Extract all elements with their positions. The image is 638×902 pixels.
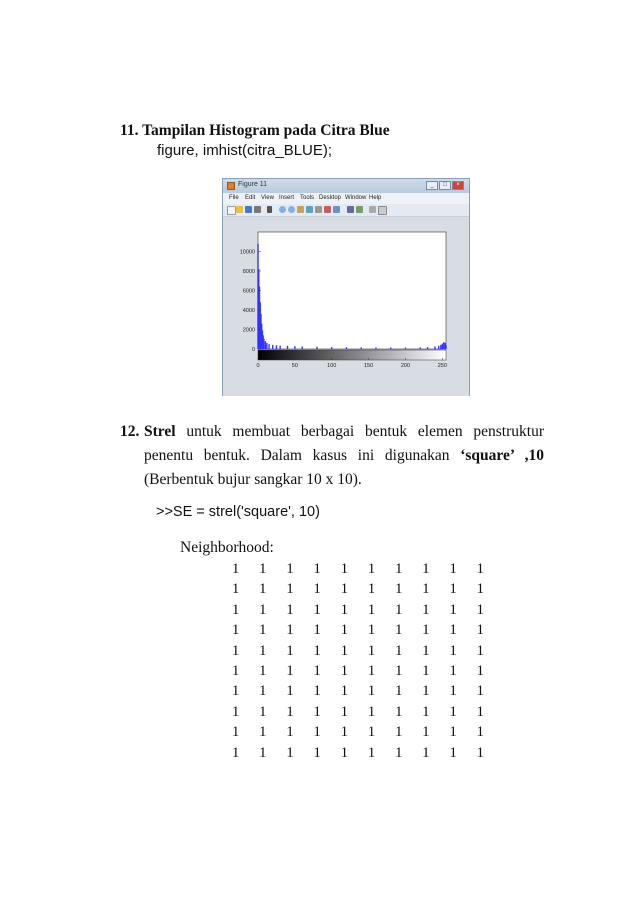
save-icon[interactable] (245, 206, 252, 213)
matrix-row (222, 602, 494, 622)
colorbar-icon[interactable] (347, 206, 354, 213)
histogram-bar (266, 343, 267, 349)
histogram-bar (443, 342, 444, 349)
matrix-cell: 1 (313, 662, 321, 679)
matrix-row (222, 663, 494, 683)
matrix-cell: 1 (449, 703, 457, 720)
histogram-bar (268, 344, 269, 349)
matrix-cell: 1 (367, 703, 376, 720)
matrix-cell: 1 (476, 683, 485, 700)
matrix-cell: 1 (476, 581, 485, 598)
histogram-bar (442, 344, 443, 349)
histogram-bar (331, 347, 332, 349)
hide-plot-tools-icon[interactable] (369, 206, 376, 213)
histogram-bar (302, 346, 303, 349)
matrix-cell: 1 (313, 622, 321, 639)
matrix-cell: 1 (286, 622, 294, 639)
matrix-row (222, 581, 494, 601)
menu-view[interactable]: View (261, 195, 274, 201)
matrix-cell: 1 (340, 724, 349, 741)
matrix-cell: 1 (259, 683, 267, 700)
brush-icon[interactable] (324, 206, 331, 213)
matrix-cell: 1 (394, 581, 403, 598)
menu-insert[interactable]: Insert (279, 195, 295, 201)
matrix-cell: 1 (313, 642, 321, 659)
matrix-cell: 1 (476, 642, 485, 659)
matrix-cell: 1 (231, 622, 240, 639)
histogram-bar (279, 346, 280, 349)
matrix-cell: 1 (286, 561, 294, 577)
matrix-cell: 1 (231, 744, 240, 761)
matrix-cell: 1 (313, 683, 321, 700)
square-param: ‘square’ ,10 (460, 447, 544, 464)
matrix-cell: 1 (422, 561, 430, 577)
window-title: Figure 11 (238, 181, 268, 188)
matrix-cell: 1 (449, 724, 457, 741)
matrix-cell: 1 (259, 662, 267, 679)
matrix-cell: 1 (313, 601, 321, 618)
histogram-bar (438, 346, 439, 349)
minimize-icon[interactable]: _ (426, 181, 438, 190)
neighborhood-label: Neighborhood: (180, 539, 274, 556)
matrix-cell: 1 (449, 561, 457, 577)
matrix-cell: 1 (367, 683, 376, 700)
y-tick-label: 0 (251, 347, 255, 353)
matrix-cell: 1 (394, 724, 403, 741)
matrix-cell: 1 (476, 724, 485, 741)
x-tick-label: 50 (291, 363, 298, 369)
matrix-cell: 1 (286, 724, 294, 741)
figure-toolbar (223, 204, 469, 217)
matrix-cell: 1 (367, 724, 376, 741)
matrix-cell: 1 (340, 744, 349, 761)
matrix-cell: 1 (313, 581, 321, 598)
x-tick-label: 250 (437, 363, 447, 369)
matrix-cell: 1 (394, 561, 403, 577)
menu-tools[interactable]: Tools (300, 195, 315, 201)
matrix-cell: 1 (394, 662, 403, 679)
matrix-cell: 1 (259, 724, 267, 741)
histogram-bar (390, 348, 391, 349)
plot-area (258, 232, 446, 349)
matrix-cell: 1 (422, 662, 430, 679)
x-tick-label: 0 (256, 363, 260, 369)
y-tick-label: 6000 (242, 288, 255, 295)
histogram-bar (346, 347, 347, 349)
matrix-cell: 1 (313, 561, 321, 577)
matrix-cell: 1 (422, 703, 430, 720)
matrix-cell: 1 (394, 622, 403, 639)
strel-command: >>SE = strel('square', 10) (156, 504, 320, 520)
matrix-cell: 1 (286, 642, 294, 659)
neighborhood-matrix (222, 561, 494, 765)
zoom-in-icon[interactable] (279, 206, 286, 213)
matrix-cell: 1 (476, 601, 485, 618)
show-plot-tools-icon[interactable] (378, 206, 387, 215)
y-tick-label: 4000 (242, 308, 255, 314)
matrix-row (222, 724, 494, 744)
histogram-bar (316, 347, 317, 349)
matrix-cell: 1 (286, 662, 294, 679)
matrix-cell: 1 (231, 662, 240, 679)
matrix-cell: 1 (259, 642, 267, 659)
histogram-bar (440, 345, 441, 349)
section-12-number: 12. (120, 423, 140, 440)
matrix-cell: 1 (340, 581, 349, 598)
matrix-cell: 1 (422, 642, 430, 659)
pointer-icon[interactable] (267, 206, 272, 213)
x-tick-label: 100 (327, 363, 337, 369)
section-11-heading: 11. Tampilan Histogram pada Citra Blue (120, 122, 390, 139)
matrix-cell: 1 (259, 601, 267, 618)
matrix-cell: 1 (476, 744, 485, 761)
rotate-icon[interactable] (306, 206, 313, 213)
menu-desktop[interactable]: Desktop (319, 195, 342, 201)
matrix-cell: 1 (449, 581, 457, 598)
link-icon[interactable] (333, 206, 340, 213)
menu-bar (223, 193, 469, 204)
matrix-cell: 1 (367, 601, 376, 618)
section-12-text-2: (Berbentuk bujur sangkar 10 x 10). (144, 471, 362, 488)
matrix-cell: 1 (367, 561, 376, 577)
figure-canvas (223, 217, 469, 396)
maximize-icon[interactable]: □ (439, 181, 451, 190)
menu-help[interactable]: Help (369, 195, 382, 201)
section-11-code: figure, imhist(citra_BLUE); (157, 142, 333, 159)
matrix-cell: 1 (449, 683, 457, 700)
matrix-cell: 1 (422, 601, 430, 618)
histogram-bar (265, 341, 266, 349)
matlab-figure-window (222, 178, 470, 396)
matrix-cell: 1 (259, 703, 267, 720)
matrix-cell: 1 (449, 622, 457, 639)
matrix-cell: 1 (340, 622, 349, 639)
y-tick-label: 2000 (242, 327, 255, 334)
strel-term: Strel (144, 423, 176, 440)
histogram-bar (434, 346, 435, 349)
matrix-cell: 1 (449, 744, 457, 761)
matrix-cell: 1 (449, 662, 457, 679)
matrix-cell: 1 (394, 703, 403, 720)
histogram-bar (405, 348, 406, 349)
matrix-cell: 1 (476, 662, 485, 679)
zoom-out-icon[interactable] (288, 206, 295, 213)
histogram-bar (419, 347, 420, 349)
matrix-cell: 1 (394, 642, 403, 659)
menu-file[interactable]: File (229, 195, 239, 201)
matrix-cell: 1 (286, 581, 294, 598)
matrix-cell: 1 (367, 744, 376, 761)
matrix-cell: 1 (422, 581, 430, 598)
histogram-bar (361, 347, 362, 349)
matrix-cell: 1 (286, 744, 294, 761)
matrix-cell: 1 (286, 703, 294, 720)
menu-edit[interactable]: Edit (245, 195, 256, 201)
matrix-cell: 1 (394, 683, 403, 700)
histogram-bar (276, 345, 277, 349)
matrix-cell: 1 (367, 622, 376, 639)
matrix-row (222, 622, 494, 642)
matrix-cell: 1 (422, 724, 430, 741)
matrix-cell: 1 (340, 703, 349, 720)
matrix-cell: 1 (259, 622, 267, 639)
histogram-bar (263, 339, 264, 349)
histogram-bar (294, 346, 295, 349)
x-tick-label: 150 (363, 363, 374, 369)
matrix-cell: 1 (231, 642, 240, 659)
matrix-cell: 1 (259, 561, 267, 577)
matrix-cell: 1 (394, 744, 403, 761)
matrix-cell: 1 (259, 744, 267, 761)
histogram-bar (375, 347, 376, 349)
matrix-cell: 1 (231, 601, 240, 618)
matrix-row (222, 704, 494, 724)
matrix-cell: 1 (231, 703, 240, 720)
y-tick-label: 8000 (242, 269, 255, 275)
data-cursor-icon[interactable] (315, 206, 322, 213)
matrix-row (222, 683, 494, 703)
matrix-cell: 1 (231, 581, 240, 598)
matrix-cell: 1 (422, 683, 430, 700)
matrix-cell: 1 (313, 744, 321, 761)
matrix-cell: 1 (367, 581, 376, 598)
matrix-cell: 1 (231, 724, 240, 741)
section-12-paragraph (120, 420, 544, 492)
matlab-figure-icon (227, 182, 235, 190)
matrix-cell: 1 (449, 601, 457, 618)
histogram-bar (287, 346, 288, 349)
matrix-cell: 1 (286, 683, 294, 700)
matrix-cell: 1 (259, 581, 267, 598)
matrix-cell: 1 (476, 561, 485, 577)
menu-window[interactable]: Window (345, 195, 367, 201)
matrix-cell: 1 (367, 642, 376, 659)
matrix-cell: 1 (449, 642, 457, 659)
x-tick-label: 200 (400, 363, 411, 369)
matrix-row (222, 643, 494, 663)
histogram-bar (427, 347, 428, 349)
matrix-cell: 1 (231, 561, 240, 577)
close-icon[interactable]: × (452, 181, 464, 190)
matrix-row (222, 561, 494, 581)
histogram-bar (445, 345, 446, 349)
print-icon[interactable] (254, 206, 261, 213)
matrix-cell: 1 (340, 662, 349, 679)
matrix-cell: 1 (476, 703, 485, 720)
grayscale-colorbar (258, 350, 446, 360)
histogram-chart (223, 217, 469, 396)
matrix-cell: 1 (476, 622, 485, 639)
matrix-cell: 1 (422, 744, 430, 761)
matrix-cell: 1 (231, 683, 240, 700)
open-file-icon[interactable] (236, 206, 243, 213)
legend-icon[interactable] (356, 206, 363, 213)
new-figure-icon[interactable] (227, 206, 236, 215)
matrix-cell: 1 (340, 683, 349, 700)
pan-icon[interactable] (297, 206, 304, 213)
matrix-cell: 1 (286, 601, 294, 618)
matrix-cell: 1 (340, 561, 349, 577)
matrix-cell: 1 (313, 703, 321, 720)
window-titlebar[interactable] (223, 179, 469, 193)
matrix-cell: 1 (313, 724, 321, 741)
matrix-cell: 1 (367, 662, 376, 679)
y-tick-label: 10000 (239, 249, 255, 256)
matrix-row (222, 745, 494, 765)
histogram-bar (272, 345, 273, 349)
matrix-cell: 1 (422, 622, 430, 639)
section-12-text-1: untuk membuat berbagai bentuk elemen penstruktur penentu bentuk. Dalam kasus ini digunakan (144, 423, 544, 464)
matrix-cell: 1 (340, 601, 349, 618)
matrix-cell: 1 (340, 642, 349, 659)
matrix-cell: 1 (394, 601, 403, 618)
